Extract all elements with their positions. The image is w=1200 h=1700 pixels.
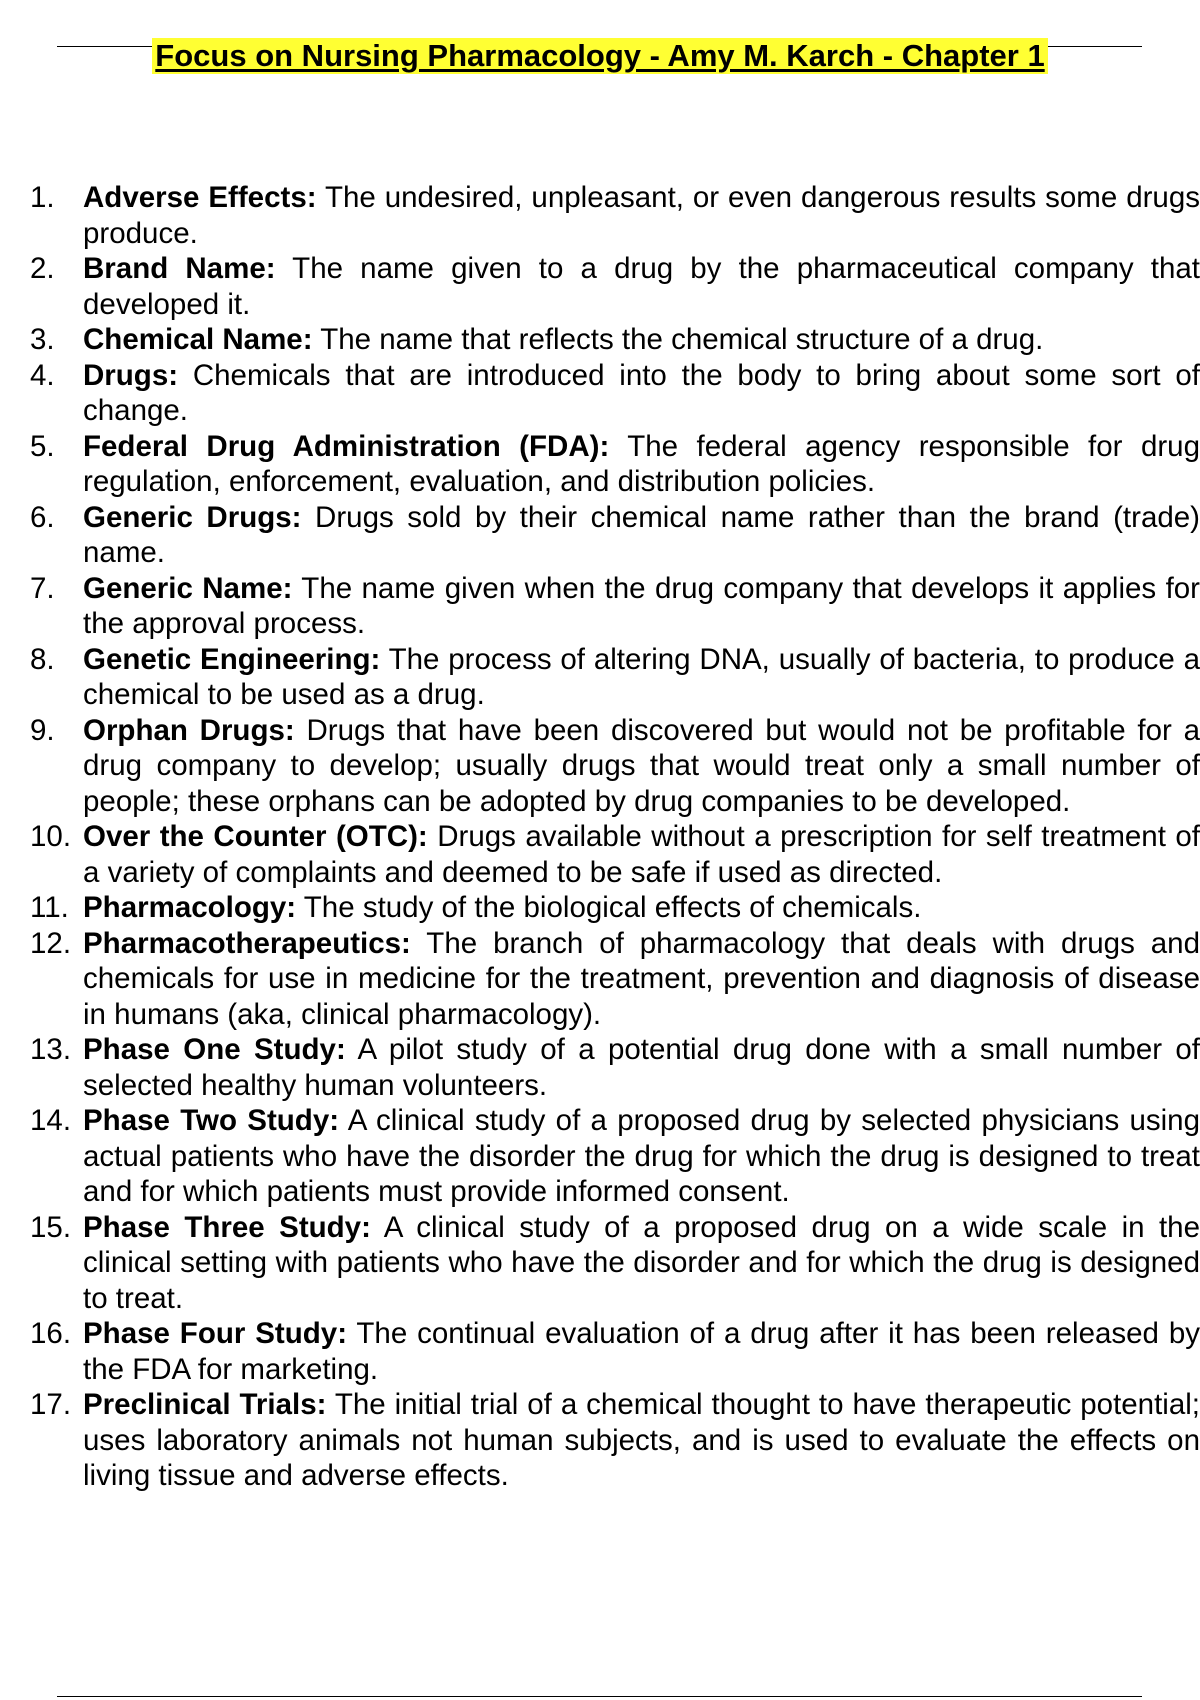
item-text — [83, 1103, 1200, 1210]
term-definition: Chemicals that are introduced into the body to bring about some sort of change. — [83, 358, 1200, 427]
item-text — [83, 926, 1200, 1033]
term-definition: The undesired, unpleasant, or even dangerous results some drugs produce. — [83, 181, 1200, 250]
item-text — [83, 819, 1200, 890]
item-number: 3. — [30, 323, 55, 356]
list-item — [0, 358, 1200, 429]
item-text — [83, 500, 1200, 571]
term-definition: The federal agency responsible for drug regulation, enforcement, evaluation, and distribution policies. — [83, 429, 1200, 498]
term-name: Chemical Name: — [83, 323, 313, 356]
term-definition: A pilot study of a potential drug done with a small number of selected healthy human volunteers. — [83, 1033, 1200, 1102]
term-name: Adverse Effects: — [83, 181, 317, 214]
list-item — [0, 1210, 1200, 1317]
term-name: Federal Drug Administration (FDA): — [83, 429, 610, 463]
term-definition: Drugs sold by their chemical name rather than the brand (trade) name. — [83, 500, 1200, 569]
item-number: 11. — [30, 891, 69, 924]
item-number: 1. — [30, 181, 55, 214]
item-text — [83, 571, 1200, 642]
list-item — [0, 1387, 1200, 1494]
term-definition: A clinical study of a proposed drug on a wide scale in the clinical setting with patients who have the disorder and for which the drug is designed to treat. — [83, 1210, 1200, 1315]
item-text — [83, 1032, 1200, 1103]
term-name: Pharmacotherapeutics: — [83, 926, 411, 960]
list-item — [0, 1316, 1200, 1387]
item-number: 6. — [30, 500, 55, 534]
list-item — [0, 1103, 1200, 1210]
term-name: Orphan Drugs: — [83, 713, 295, 747]
term-definition: The study of the biological effects of chemicals. — [296, 891, 922, 924]
list-item — [0, 890, 1200, 926]
term-definition: The branch of pharmacology that deals with drugs and chemicals for use in medicine for the treatment, prevention and diagnosis of disease in humans (aka, clinical pharmacology). — [83, 926, 1200, 1031]
item-text — [83, 1210, 1200, 1317]
item-text — [83, 429, 1200, 500]
term-name: Generic Name: — [83, 571, 293, 605]
item-number: 7. — [30, 571, 55, 605]
item-number: 17. — [30, 1388, 72, 1421]
item-number: 10. — [30, 820, 72, 853]
footer-rule — [57, 1696, 1142, 1697]
list-item — [0, 251, 1200, 322]
item-text — [83, 713, 1200, 820]
term-definition: The name given to a drug by the pharmaceutical company that developed it. — [83, 252, 1200, 321]
term-definition: A clinical study of a proposed drug by selected physicians using actual patients who have the disorder the drug for which the drug is designed to treat and for which patients must provide informed consent. — [83, 1104, 1200, 1208]
item-number: 4. — [30, 358, 55, 392]
term-name: Generic Drugs: — [83, 500, 302, 534]
term-definition: Drugs that have been discovered but would not be profitable for a drug company to develop; usually drugs that would treat only a small number of people; these orphans can be adopted by drug companies to be developed. — [83, 713, 1200, 818]
item-number: 9. — [30, 713, 55, 747]
term-definition: The name given when the drug company that develops it applies for the approval process. — [83, 571, 1200, 640]
term-list — [0, 180, 1200, 1494]
term-name: Phase Two Study: — [83, 1104, 340, 1137]
title-wrap — [0, 38, 1200, 80]
term-name: Drugs: — [83, 358, 179, 392]
item-text — [83, 642, 1200, 713]
page-title: Focus on Nursing Pharmacology - Amy M. Karch - Chapter 1 — [152, 38, 1047, 74]
item-number: 15. — [30, 1210, 72, 1244]
item-number: 8. — [30, 642, 55, 676]
term-name: Preclinical Trials: — [83, 1388, 327, 1421]
term-definition: The continual evaluation of a drug after it has been released by the FDA for marketing. — [83, 1317, 1200, 1386]
term-name: Phase Three Study: — [83, 1210, 371, 1244]
term-name: Over the Counter (OTC): — [83, 820, 428, 853]
list-item — [0, 926, 1200, 1033]
item-number: 12. — [30, 926, 72, 960]
term-name: Brand Name: — [83, 252, 276, 285]
term-name: Phase Four Study: — [83, 1317, 348, 1350]
term-definition: The process of altering DNA, usually of bacteria, to produce a chemical to be used as a drug. — [83, 642, 1200, 711]
list-item — [0, 713, 1200, 820]
list-item — [0, 642, 1200, 713]
item-number: 14. — [30, 1104, 72, 1137]
item-text — [83, 1316, 1200, 1387]
list-item — [0, 322, 1200, 358]
item-text — [83, 180, 1200, 251]
item-text — [83, 251, 1200, 322]
term-name: Pharmacology: — [83, 891, 297, 924]
list-item — [0, 180, 1200, 251]
list-item — [0, 819, 1200, 890]
item-text — [83, 358, 1200, 429]
term-definition: Drugs available without a prescription for self treatment of a variety of complaints and deemed to be safe if used as directed. — [83, 820, 1200, 889]
item-number: 5. — [30, 429, 55, 463]
list-item — [0, 1032, 1200, 1103]
list-item — [0, 500, 1200, 571]
term-definition: The initial trial of a chemical thought to have therapeutic potential; uses laboratory animals not human subjects, and is used to evaluate the effects on living tissue and adverse effects. — [83, 1388, 1200, 1492]
item-number: 2. — [30, 252, 55, 285]
term-definition: The name that reflects the chemical structure of a drug. — [312, 323, 1044, 356]
list-item — [0, 571, 1200, 642]
term-name: Genetic Engineering: — [83, 642, 381, 676]
item-text — [83, 890, 1200, 926]
item-number: 13. — [30, 1033, 72, 1066]
item-number: 16. — [30, 1317, 72, 1350]
item-text — [83, 1387, 1200, 1494]
list-item — [0, 429, 1200, 500]
item-text — [83, 322, 1200, 358]
term-name: Phase One Study: — [83, 1033, 346, 1066]
